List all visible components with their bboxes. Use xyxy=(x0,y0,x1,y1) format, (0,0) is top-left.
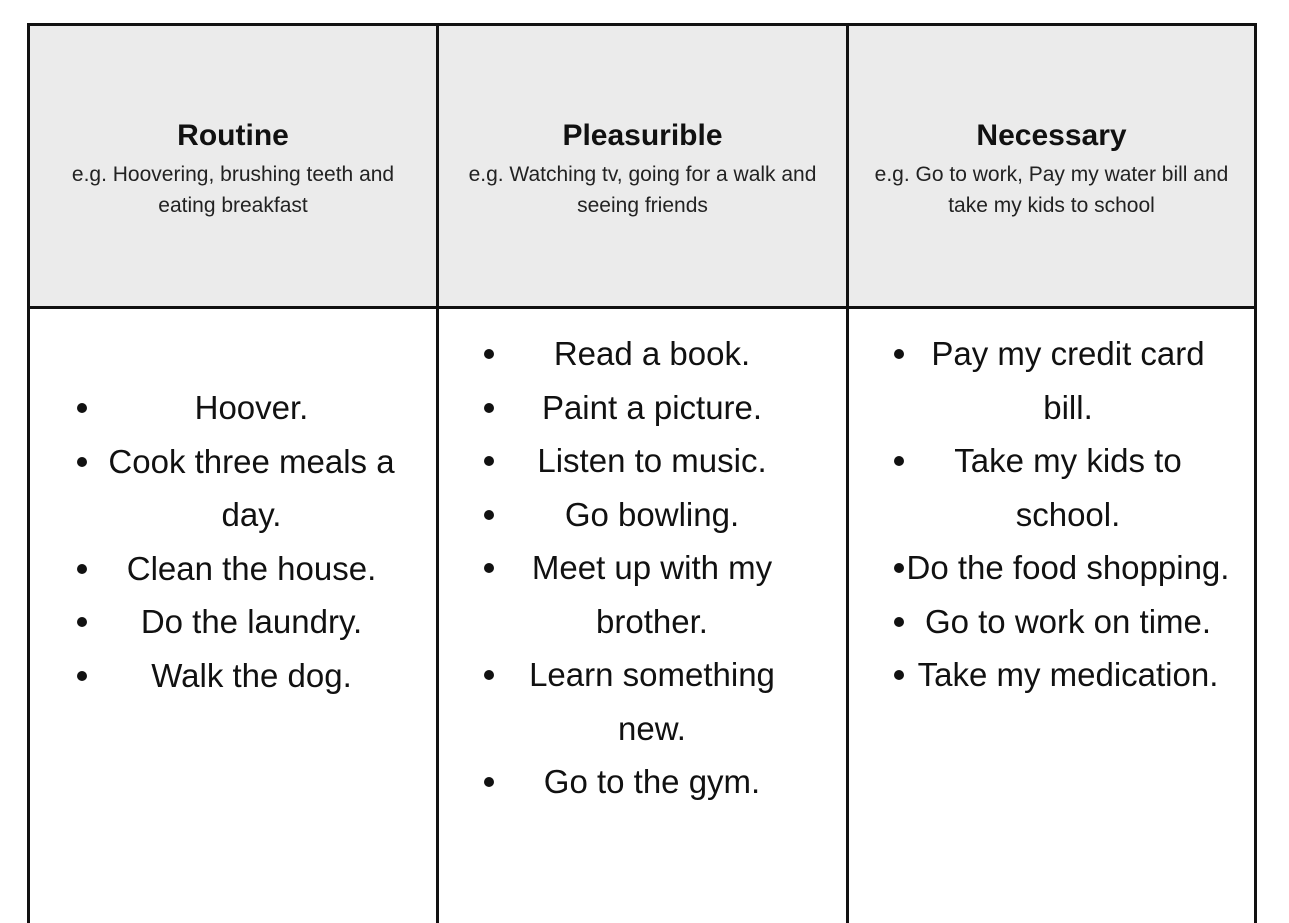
bullet-icon xyxy=(894,349,904,359)
column-example: e.g. Hoovering, brushing teeth and eating breakfast xyxy=(71,163,395,217)
bullet-icon xyxy=(77,671,87,681)
bullet-icon xyxy=(894,670,904,680)
list-item: Pay my credit card bill. xyxy=(894,327,1232,434)
list-item: Do the laundry. xyxy=(77,595,416,649)
list-item: Meet up with my brother. xyxy=(484,541,810,648)
bullet-icon xyxy=(484,563,494,573)
list-item: Go to work on time. xyxy=(894,595,1232,649)
list-item: Do the food shopping. xyxy=(894,541,1232,595)
bullet-icon xyxy=(484,510,494,520)
pleasurible-list xyxy=(439,327,846,809)
list-item: Listen to music. xyxy=(484,434,810,488)
list-item: Go to the gym. xyxy=(484,755,810,809)
bullet-icon xyxy=(894,456,904,466)
list-item: Go bowling. xyxy=(484,488,810,542)
bullet-icon xyxy=(77,564,87,574)
list-item: Take my kids to school. xyxy=(894,434,1232,541)
list-item: Paint a picture. xyxy=(484,381,810,435)
bullet-icon xyxy=(77,403,87,413)
bullet-icon xyxy=(77,617,87,627)
list-item: Take my medication. xyxy=(894,648,1232,702)
bullet-icon xyxy=(484,456,494,466)
header-necessary xyxy=(849,26,1254,309)
bullet-icon xyxy=(484,777,494,787)
column-example: e.g. Watching tv, going for a walk and seeing friends xyxy=(468,163,817,217)
header-pleasurible xyxy=(439,26,849,309)
column-title: Necessary xyxy=(976,119,1127,152)
necessary-list-cell xyxy=(849,309,1254,923)
list-item: Read a book. xyxy=(484,327,810,381)
routine-list-cell xyxy=(30,309,439,923)
list-item: Cook three meals a day. xyxy=(77,435,416,542)
list-item: Hoover. xyxy=(77,381,416,435)
activity-table xyxy=(27,23,1257,923)
column-title: Routine xyxy=(177,119,289,152)
list-item: Walk the dog. xyxy=(77,649,416,703)
header-routine xyxy=(30,26,439,309)
routine-list xyxy=(30,381,436,702)
list-item: Learn something new. xyxy=(484,648,810,755)
bullet-icon xyxy=(484,403,494,413)
bullet-icon xyxy=(484,670,494,680)
bullet-icon xyxy=(484,349,494,359)
column-example: e.g. Go to work, Pay my water bill and take my kids to school xyxy=(874,163,1229,217)
bullet-icon xyxy=(894,617,904,627)
bullet-icon xyxy=(77,457,87,467)
pleasurible-list-cell xyxy=(439,309,849,923)
necessary-list xyxy=(849,327,1254,702)
bullet-icon xyxy=(894,563,904,573)
column-title: Pleasurible xyxy=(562,119,723,152)
list-item: Clean the house. xyxy=(77,542,416,596)
